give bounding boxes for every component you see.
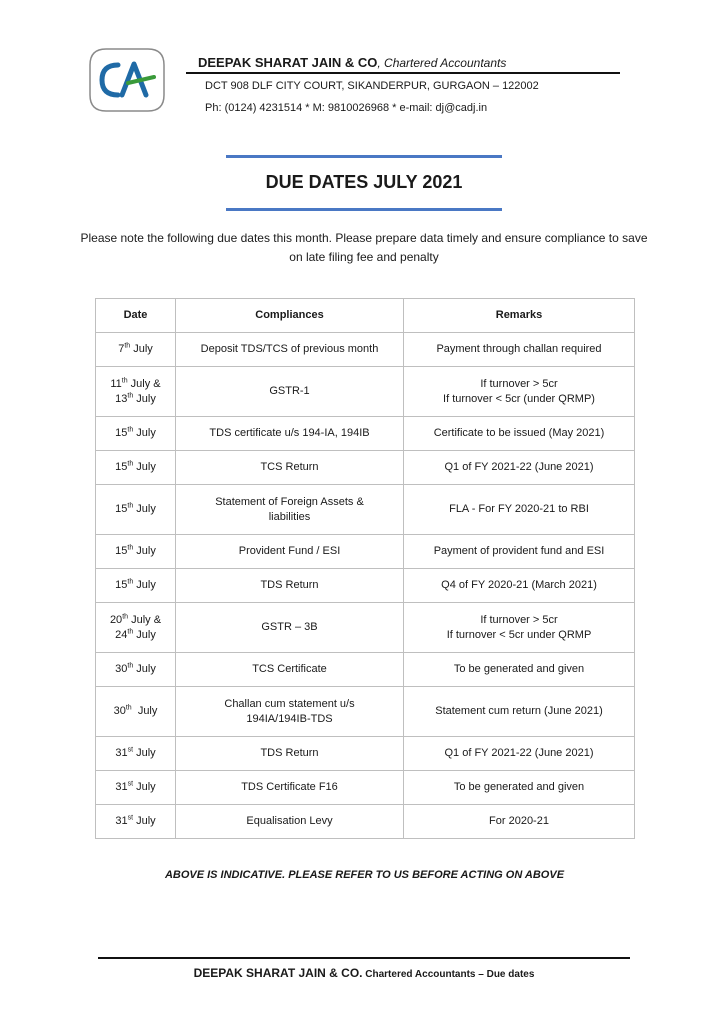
footer-firm: DEEPAK SHARAT JAIN & CO.: [193, 966, 363, 980]
date-day: 15: [115, 503, 128, 515]
date-line: [100, 613, 171, 628]
cell-compliance: [176, 653, 404, 687]
remarks-line: If turnover > 5cr: [480, 377, 558, 390]
firm-tagline: , Chartered Accountants: [377, 56, 507, 70]
intro-note: Please note the following due dates this month. Please prepare data timely and ensure compliance to save on late filing fee and penalty: [80, 231, 648, 264]
date-month: July: [133, 392, 156, 405]
table-row: [96, 737, 635, 771]
date-day: 11: [110, 377, 122, 390]
page-title: DUE DATES JULY 2021: [265, 172, 463, 192]
date-suffix: th: [127, 502, 134, 510]
cell-remarks: [404, 485, 635, 535]
cell-compliance: [176, 333, 404, 367]
date-suffix: th: [127, 391, 134, 399]
compliance-line: TCS Certificate: [252, 663, 327, 675]
date-line: [100, 460, 171, 475]
remarks-line: To be generated and given: [453, 781, 585, 793]
cell-remarks: [404, 535, 635, 569]
firm-contact: Ph: (0124) 4231514 * M: 9810026968 * e-mail: dj@cadj.in: [205, 102, 488, 114]
remarks-line: FLA - For FY 2020-21 to RBI: [449, 503, 589, 515]
date-day: 15: [115, 545, 128, 557]
date-day: 31: [115, 815, 128, 827]
date-day: 31: [115, 747, 128, 759]
date-day: 7: [118, 343, 125, 355]
date-line: [100, 628, 171, 643]
date-month: July &: [127, 377, 161, 390]
compliance-line: Challan cum statement u/s: [224, 697, 355, 710]
cell-date: [96, 653, 176, 687]
date-suffix: st: [127, 780, 134, 788]
date-suffix: st: [127, 746, 134, 754]
remarks-line: Q1 of FY 2021-22 (June 2021): [444, 461, 594, 473]
title-bar-top: [226, 155, 502, 158]
cell-compliance: [176, 737, 404, 771]
remarks-line: If turnover < 5cr (under QRMP): [443, 392, 595, 405]
compliance-line: TDS certificate u/s 194-IA, 194IB: [209, 427, 370, 439]
date-suffix: st: [127, 814, 134, 822]
cell-compliance: [176, 687, 404, 737]
cell-remarks: [404, 805, 635, 839]
compliance-line: TDS Certificate F16: [241, 781, 338, 793]
column-header-compliances: Compliances: [176, 299, 404, 333]
due-dates-table: [95, 298, 635, 839]
date-day: 30: [113, 705, 126, 717]
remarks-line: Payment of provident fund and ESI: [433, 545, 605, 557]
cell-remarks: [404, 417, 635, 451]
remarks-line: Q1 of FY 2021-22 (June 2021): [444, 747, 594, 759]
date-day: 13: [115, 392, 128, 405]
cell-date: [96, 805, 176, 839]
compliance-line: Deposit TDS/TCS of previous month: [200, 343, 379, 355]
date-month: July: [130, 343, 153, 355]
compliance-line: GSTR-1: [269, 385, 310, 397]
remarks-line: Q4 of FY 2020-21 (March 2021): [441, 579, 597, 591]
date-line: [100, 814, 171, 829]
date-month: July: [133, 628, 156, 641]
table-row: [96, 367, 635, 417]
cell-remarks: [404, 451, 635, 485]
date-day: 15: [115, 461, 128, 473]
table-row: [96, 805, 635, 839]
remarks-line: For 2020-21: [489, 815, 549, 827]
compliance-line: Statement of Foreign Assets &: [215, 495, 364, 508]
table-row: [96, 603, 635, 653]
cell-date: [96, 417, 176, 451]
cell-remarks: [404, 603, 635, 653]
cell-compliance: [176, 367, 404, 417]
table-header-row: [96, 299, 635, 333]
date-day: 31: [115, 781, 128, 793]
date-month: July: [133, 815, 156, 827]
date-suffix: th: [121, 376, 128, 384]
date-month: July: [133, 663, 156, 675]
footer-tagline: Chartered Accountants – Due dates: [362, 969, 535, 980]
compliance-line: TDS Return: [260, 579, 319, 591]
date-day: 15: [115, 579, 128, 591]
cell-date: [96, 771, 176, 805]
cell-remarks: [404, 333, 635, 367]
table-row: [96, 687, 635, 737]
title-bar-bottom: [226, 208, 502, 211]
firm-name: DEEPAK SHARAT JAIN & CO: [198, 55, 378, 70]
date-month: July: [133, 545, 156, 557]
column-header-date: Date: [96, 299, 176, 333]
date-line: [100, 377, 171, 392]
date-suffix: th: [127, 662, 134, 670]
cell-remarks: [404, 569, 635, 603]
date-line: [100, 342, 171, 357]
remarks-line: Certificate to be issued (May 2021): [433, 427, 605, 439]
table-row: [96, 451, 635, 485]
date-month: July: [133, 747, 156, 759]
column-header-remarks: Remarks: [404, 299, 635, 333]
date-line: [100, 746, 171, 761]
compliance-line: TCS Return: [260, 461, 319, 473]
compliance-line: 194IA/194IB-TDS: [246, 712, 333, 725]
table-row: [96, 771, 635, 805]
remarks-line: Statement cum return (June 2021): [435, 705, 603, 717]
date-suffix: th: [122, 612, 129, 620]
cell-remarks: [404, 367, 635, 417]
cell-date: [96, 485, 176, 535]
cell-compliance: [176, 451, 404, 485]
header-divider: [186, 72, 620, 74]
date-month: July: [131, 705, 158, 717]
compliance-line: Equalisation Levy: [246, 815, 333, 827]
cell-date: [96, 333, 176, 367]
disclaimer: ABOVE IS INDICATIVE. PLEASE REFER TO US BEFORE ACTING ON ABOVE: [164, 869, 565, 881]
date-line: [100, 662, 171, 677]
date-line: [100, 544, 171, 559]
cell-remarks: [404, 771, 635, 805]
date-suffix: th: [127, 578, 134, 586]
table-row: [96, 417, 635, 451]
date-suffix: th: [127, 544, 134, 552]
compliance-line: TDS Return: [260, 747, 319, 759]
cell-date: [96, 367, 176, 417]
date-month: July: [133, 579, 156, 591]
cell-compliance: [176, 569, 404, 603]
date-month: July: [133, 461, 156, 473]
date-day: 20: [109, 613, 123, 626]
table-row: [96, 653, 635, 687]
table-row: [96, 535, 635, 569]
cell-compliance: [176, 603, 404, 653]
cell-compliance: [176, 417, 404, 451]
compliance-line: liabilities: [268, 510, 311, 523]
cell-compliance: [176, 535, 404, 569]
date-day: 30: [115, 663, 128, 675]
date-month: July: [133, 503, 156, 515]
firm-address: DCT 908 DLF CITY COURT, SIKANDERPUR, GURGAON – 122002: [205, 80, 539, 92]
date-line: [100, 502, 171, 517]
date-day: 24: [115, 628, 128, 641]
table-row: [96, 485, 635, 535]
date-line: [100, 780, 171, 795]
ca-logo: [88, 47, 166, 113]
date-day: 15: [115, 427, 128, 439]
cell-remarks: [404, 653, 635, 687]
date-suffix: th: [124, 342, 131, 350]
cell-remarks: [404, 687, 635, 737]
date-month: July: [133, 427, 156, 439]
page-footer: [98, 966, 630, 980]
cell-remarks: [404, 737, 635, 771]
table-row: [96, 569, 635, 603]
cell-compliance: [176, 805, 404, 839]
cell-date: [96, 687, 176, 737]
cell-compliance: [176, 485, 404, 535]
date-suffix: th: [127, 627, 134, 635]
remarks-line: Payment through challan required: [436, 343, 602, 355]
cell-date: [96, 535, 176, 569]
compliance-line: Provident Fund / ESI: [238, 545, 341, 557]
date-suffix: th: [127, 426, 134, 434]
date-line: [100, 704, 171, 719]
compliance-line: GSTR – 3B: [261, 621, 318, 633]
cell-date: [96, 603, 176, 653]
remarks-line: If turnover < 5cr under QRMP: [446, 628, 592, 641]
date-line: [100, 392, 171, 407]
date-line: [100, 578, 171, 593]
date-month: July: [133, 781, 156, 793]
table-row: [96, 333, 635, 367]
cell-date: [96, 569, 176, 603]
remarks-line: To be generated and given: [453, 663, 585, 675]
date-line: [100, 426, 171, 441]
cell-date: [96, 451, 176, 485]
firm-name-heading: [198, 55, 506, 70]
cell-compliance: [176, 771, 404, 805]
date-suffix: th: [127, 460, 134, 468]
date-month: July &: [128, 613, 162, 626]
footer-divider: [98, 957, 630, 959]
cell-date: [96, 737, 176, 771]
date-suffix: th: [125, 704, 132, 712]
remarks-line: If turnover > 5cr: [480, 613, 558, 626]
